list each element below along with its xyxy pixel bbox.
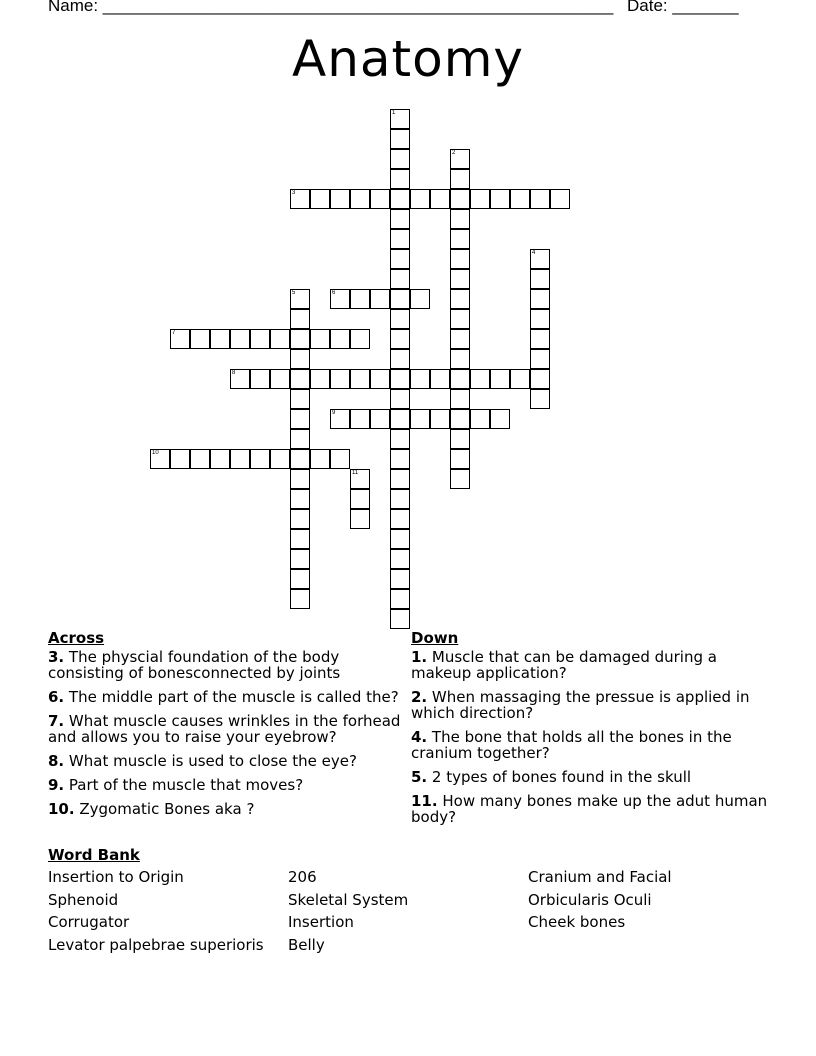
grid-cell[interactable] [530, 289, 550, 309]
grid-cell[interactable] [230, 449, 250, 469]
grid-cell[interactable] [310, 189, 330, 209]
grid-cell[interactable] [410, 289, 430, 309]
across-clue [48, 801, 408, 817]
grid-cell[interactable] [150, 449, 170, 469]
grid-cell[interactable] [370, 369, 390, 389]
grid-cell[interactable] [250, 449, 270, 469]
clue-text: Part of the muscle that moves? [68, 776, 304, 794]
clue-num: 7. [48, 712, 65, 730]
grid-cell[interactable] [210, 329, 230, 349]
grid-cell[interactable] [410, 189, 430, 209]
grid-cell[interactable] [370, 189, 390, 209]
grid-cell[interactable] [190, 329, 210, 349]
grid-cell[interactable] [350, 189, 370, 209]
word-bank-item: Corrugator [48, 913, 130, 931]
grid-cell[interactable] [350, 289, 370, 309]
clue-text: Muscle that can be damaged during a makeup application? [411, 648, 717, 682]
grid-cell[interactable] [390, 469, 410, 489]
grid-cell[interactable] [450, 409, 470, 429]
down-clue [411, 729, 771, 761]
grid-cell[interactable] [390, 129, 410, 149]
clue-number: 3 [292, 190, 296, 196]
word-bank-item: Cheek bones [528, 913, 626, 931]
grid-cell[interactable] [310, 369, 330, 389]
grid-cell[interactable] [290, 369, 310, 389]
grid-cell[interactable] [530, 249, 550, 269]
grid-cell[interactable] [370, 289, 390, 309]
grid-cell[interactable] [530, 369, 550, 389]
word-bank-item: Skeletal System [288, 890, 409, 909]
grid-cell[interactable] [210, 449, 230, 469]
across-heading: Across [48, 629, 105, 647]
grid-cell[interactable] [290, 509, 310, 529]
grid-cell[interactable] [390, 289, 410, 309]
grid-cell[interactable] [450, 249, 470, 269]
grid-cell[interactable] [490, 189, 510, 209]
grid-cell[interactable] [330, 189, 350, 209]
grid-cell[interactable] [170, 449, 190, 469]
grid-cell[interactable] [290, 589, 310, 609]
grid-cell[interactable] [330, 409, 350, 429]
clue-number: 4 [532, 250, 536, 256]
word-bank-item: Belly [288, 935, 325, 954]
grid-cell[interactable] [530, 349, 550, 369]
clue-text: The bone that holds all the bones in the cranium together? [411, 728, 732, 762]
grid-cell[interactable] [290, 289, 310, 309]
clue-number: 8 [232, 370, 236, 376]
grid-cell[interactable] [350, 329, 370, 349]
grid-cell[interactable] [250, 329, 270, 349]
grid-cell[interactable] [430, 369, 450, 389]
clue-number: 6 [332, 290, 336, 296]
page-title: Anatomy [291, 30, 525, 88]
across-clue [48, 753, 408, 769]
grid-cell[interactable] [270, 449, 290, 469]
grid-cell[interactable] [390, 509, 410, 529]
grid-cell[interactable] [490, 369, 510, 389]
word-bank-item: Orbicularis Oculi [528, 890, 652, 909]
clue-num: 3. [48, 648, 65, 666]
grid-cell[interactable] [450, 449, 470, 469]
grid-cell[interactable] [390, 169, 410, 189]
clue-text: How many bones make up the adut human body? [411, 792, 768, 826]
grid-cell[interactable] [190, 449, 210, 469]
grid-cell[interactable] [390, 149, 410, 169]
grid-cell[interactable] [290, 469, 310, 489]
clue-number: 10 [152, 450, 159, 456]
grid-cell[interactable] [390, 209, 410, 229]
grid-cell[interactable] [450, 469, 470, 489]
grid-cell[interactable] [290, 569, 310, 589]
grid-cell[interactable] [470, 409, 490, 429]
clue-number: 2 [452, 150, 456, 156]
grid-cell[interactable] [450, 369, 470, 389]
clue-num: 6. [48, 688, 65, 706]
date-field-label: Date: _______ [627, 0, 739, 15]
grid-cell[interactable] [450, 149, 470, 169]
clue-text: Zygomatic Bones aka ? [79, 800, 255, 818]
grid-cell[interactable] [390, 389, 410, 409]
grid-cell[interactable] [230, 329, 250, 349]
clue-num: 2. [411, 688, 428, 706]
clue-num: 11. [411, 792, 438, 810]
clue-text: 2 types of bones found in the skull [431, 768, 692, 786]
grid-cell[interactable] [390, 249, 410, 269]
grid-cell[interactable] [230, 369, 250, 389]
grid-cell[interactable] [390, 329, 410, 349]
name-field-label: Name: ______________________________________________________ [48, 0, 614, 15]
grid-cell[interactable] [350, 369, 370, 389]
clue-text: What muscle is used to close the eye? [68, 752, 357, 770]
clue-number: 11 [352, 470, 359, 476]
grid-cell[interactable] [330, 449, 350, 469]
grid-cell[interactable] [390, 449, 410, 469]
across-clue [48, 777, 408, 793]
grid-cell[interactable] [170, 329, 190, 349]
clue-number: 9 [332, 410, 336, 416]
clue-number: 7 [172, 330, 176, 336]
grid-cell[interactable] [330, 369, 350, 389]
grid-cell[interactable] [390, 229, 410, 249]
clue-num: 1. [411, 648, 428, 666]
clue-num: 10. [48, 800, 75, 818]
grid-cell[interactable] [530, 189, 550, 209]
across-clue [48, 689, 408, 705]
grid-cell[interactable] [390, 269, 410, 289]
grid-cell[interactable] [390, 409, 410, 429]
clue-text: The physcial foundation of the body consisting of bonesconnected by joints [48, 648, 341, 682]
grid-cell[interactable] [450, 329, 470, 349]
word-bank-heading: Word Bank [48, 846, 140, 864]
grid-cell[interactable] [530, 329, 550, 349]
grid-cell[interactable] [390, 569, 410, 589]
grid-cell[interactable] [430, 409, 450, 429]
grid-cell[interactable] [350, 509, 370, 529]
grid-cell[interactable] [510, 369, 530, 389]
grid-cell[interactable] [430, 189, 450, 209]
grid-cell[interactable] [390, 529, 410, 549]
grid-cell[interactable] [290, 189, 310, 209]
word-bank-item: 206 [288, 868, 317, 886]
grid-cell[interactable] [290, 529, 310, 549]
grid-cell[interactable] [330, 289, 350, 309]
grid-cell[interactable] [390, 589, 410, 609]
grid-cell[interactable] [310, 329, 330, 349]
word-bank-item: Insertion to Origin [48, 868, 184, 886]
grid-cell[interactable] [290, 449, 310, 469]
down-clue [411, 793, 771, 825]
grid-cell[interactable] [390, 489, 410, 509]
clue-text: When massaging the pressue is applied in which direction? [411, 688, 750, 722]
clue-text: The middle part of the muscle is called the? [68, 688, 399, 706]
clue-number: 5 [292, 290, 296, 296]
grid-cell[interactable] [450, 389, 470, 409]
grid-cell[interactable] [470, 189, 490, 209]
down-clue [411, 649, 771, 681]
grid-cell[interactable] [290, 389, 310, 409]
grid-cell[interactable] [270, 329, 290, 349]
grid-cell[interactable] [390, 109, 410, 129]
grid-cell[interactable] [390, 309, 410, 329]
grid-cell[interactable] [290, 409, 310, 429]
clue-num: 9. [48, 776, 65, 794]
grid-cell[interactable] [290, 349, 310, 369]
grid-cell[interactable] [390, 549, 410, 569]
across-clue [48, 713, 408, 745]
grid-cell[interactable] [290, 329, 310, 349]
grid-cell[interactable] [510, 189, 530, 209]
grid-cell[interactable] [450, 289, 470, 309]
grid-cell[interactable] [450, 269, 470, 289]
clue-num: 4. [411, 728, 428, 746]
clue-number: 1 [392, 110, 396, 116]
grid-cell[interactable] [530, 309, 550, 329]
grid-cell[interactable] [450, 209, 470, 229]
grid-cell[interactable] [550, 189, 570, 209]
grid-cell[interactable] [390, 349, 410, 369]
grid-cell[interactable] [290, 549, 310, 569]
grid-cell[interactable] [290, 429, 310, 449]
grid-cell[interactable] [390, 429, 410, 449]
grid-cell[interactable] [450, 429, 470, 449]
grid-cell[interactable] [350, 489, 370, 509]
across-clues [48, 630, 408, 825]
grid-cell[interactable] [350, 469, 370, 489]
grid-cell[interactable] [370, 409, 390, 429]
grid-cell[interactable] [410, 409, 430, 429]
down-heading: Down [411, 629, 459, 647]
word-bank-item: Levator palpebrae superioris [48, 935, 264, 954]
down-clues [411, 630, 771, 833]
across-clue [48, 649, 408, 681]
grid-cell[interactable] [290, 309, 310, 329]
grid-cell[interactable] [390, 189, 410, 209]
word-bank-item: Insertion [288, 913, 354, 931]
word-bank-item: Sphenoid [48, 890, 119, 909]
grid-cell[interactable] [450, 229, 470, 249]
grid-cell[interactable] [350, 409, 370, 429]
grid-cell[interactable] [450, 189, 470, 209]
grid-cell[interactable] [330, 329, 350, 349]
grid-cell[interactable] [450, 349, 470, 369]
grid-cell[interactable] [290, 489, 310, 509]
grid-cell[interactable] [270, 369, 290, 389]
grid-cell[interactable] [390, 609, 410, 629]
clue-text: What muscle causes wrinkles in the forhead and allows you to raise your eyebrow? [48, 712, 401, 746]
grid-cell[interactable] [410, 369, 430, 389]
clue-num: 5. [411, 768, 428, 786]
down-clue [411, 769, 771, 785]
grid-cell[interactable] [450, 169, 470, 189]
clue-num: 8. [48, 752, 65, 770]
grid-cell[interactable] [530, 389, 550, 409]
grid-cell[interactable] [450, 309, 470, 329]
word-bank-item: Cranium and Facial [528, 868, 672, 886]
grid-cell[interactable] [530, 269, 550, 289]
grid-cell[interactable] [390, 369, 410, 389]
down-clue [411, 689, 771, 721]
grid-cell[interactable] [490, 409, 510, 429]
grid-cell[interactable] [250, 369, 270, 389]
grid-cell[interactable] [310, 449, 330, 469]
grid-cell[interactable] [470, 369, 490, 389]
